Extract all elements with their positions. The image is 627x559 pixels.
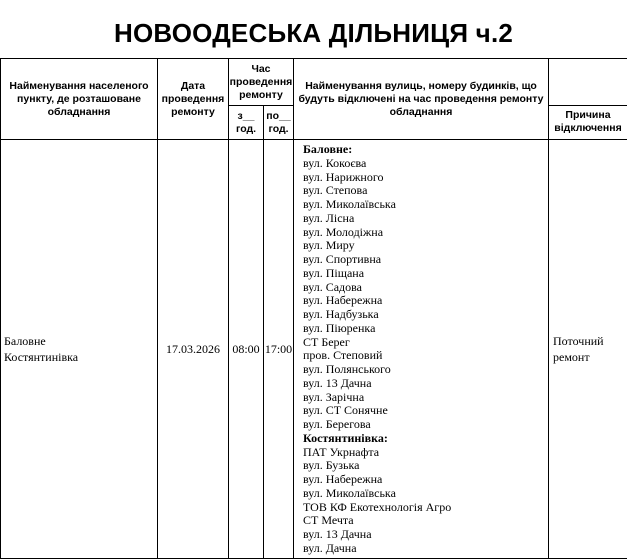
street-item: вул. Дачна xyxy=(303,542,548,556)
reason-line: Поточний xyxy=(553,333,627,349)
streets-cell xyxy=(294,140,549,559)
header-streets: Найменування вулиць, номеру будинків, що будуть відключені на час проведення ремонту обладнання xyxy=(294,59,549,140)
street-item: вул. Бузька xyxy=(303,459,548,473)
header-settlement: Найменування населеного пункту, де розташоване обладнання xyxy=(1,59,158,140)
time-to-cell: 17:00 xyxy=(264,140,294,559)
time-from-cell: 08:00 xyxy=(229,140,264,559)
header-date: Дата проведення ремонту xyxy=(158,59,229,140)
street-item: вул. Молодіжна xyxy=(303,226,548,240)
street-item: вул. Лісна xyxy=(303,212,548,226)
street-item: вул. СТ Сонячне xyxy=(303,404,548,418)
street-item: вул. 13 Дачна xyxy=(303,528,548,542)
street-item: вул. Миколаївська xyxy=(303,198,548,212)
streets-list xyxy=(303,143,548,556)
street-item: вул. Берегова xyxy=(303,418,548,432)
header-from: з__ год. xyxy=(229,106,264,140)
date-cell: 17.03.2026 xyxy=(158,140,229,559)
street-item: пров. Степовий xyxy=(303,349,548,363)
street-item: ПАТ Укрнафта xyxy=(303,446,548,460)
street-item: вул. Спортивна xyxy=(303,253,548,267)
street-item: вул. Нарижного xyxy=(303,171,548,185)
street-item: вул. Миколаївська xyxy=(303,487,548,501)
group-heading: Баловне: xyxy=(303,143,548,157)
street-item: вул. Степова xyxy=(303,184,548,198)
street-item: вул. Надбузька xyxy=(303,308,548,322)
settlement-cell xyxy=(1,140,158,559)
street-item: вул. Садова xyxy=(303,281,548,295)
settlement-name: Костянтинівка xyxy=(4,349,157,365)
header-time: Час проведення ремонту xyxy=(229,59,294,106)
street-item: СТ Мечта xyxy=(303,514,548,528)
reason-cell xyxy=(549,140,627,559)
street-item: вул. Кокоєва xyxy=(303,157,548,171)
street-item: вул. Піщана xyxy=(303,267,548,281)
street-item: вул. Зарічна xyxy=(303,391,548,405)
header-to: по__ год. xyxy=(264,106,294,140)
outage-table xyxy=(0,58,627,559)
settlement-name: Баловне xyxy=(4,333,157,349)
header-blank xyxy=(549,59,627,106)
group-heading: Костянтинівка: xyxy=(303,432,548,446)
street-item: вул. Набережна xyxy=(303,294,548,308)
header-reason: Причина відключення xyxy=(549,106,627,140)
street-item: вул. Піюренка xyxy=(303,322,548,336)
street-item: вул. Полянського xyxy=(303,363,548,377)
street-item: вул. Миру xyxy=(303,239,548,253)
street-item: СТ Берег xyxy=(303,336,548,350)
page-title: НОВООДЕСЬКА ДІЛЬНИЦЯ ч.2 xyxy=(0,18,627,49)
street-item: вул. Набережна xyxy=(303,473,548,487)
street-item: вул. 13 Дачна xyxy=(303,377,548,391)
street-item: ТОВ КФ Екотехнологія Агро xyxy=(303,501,548,515)
reason-line: ремонт xyxy=(553,349,627,365)
